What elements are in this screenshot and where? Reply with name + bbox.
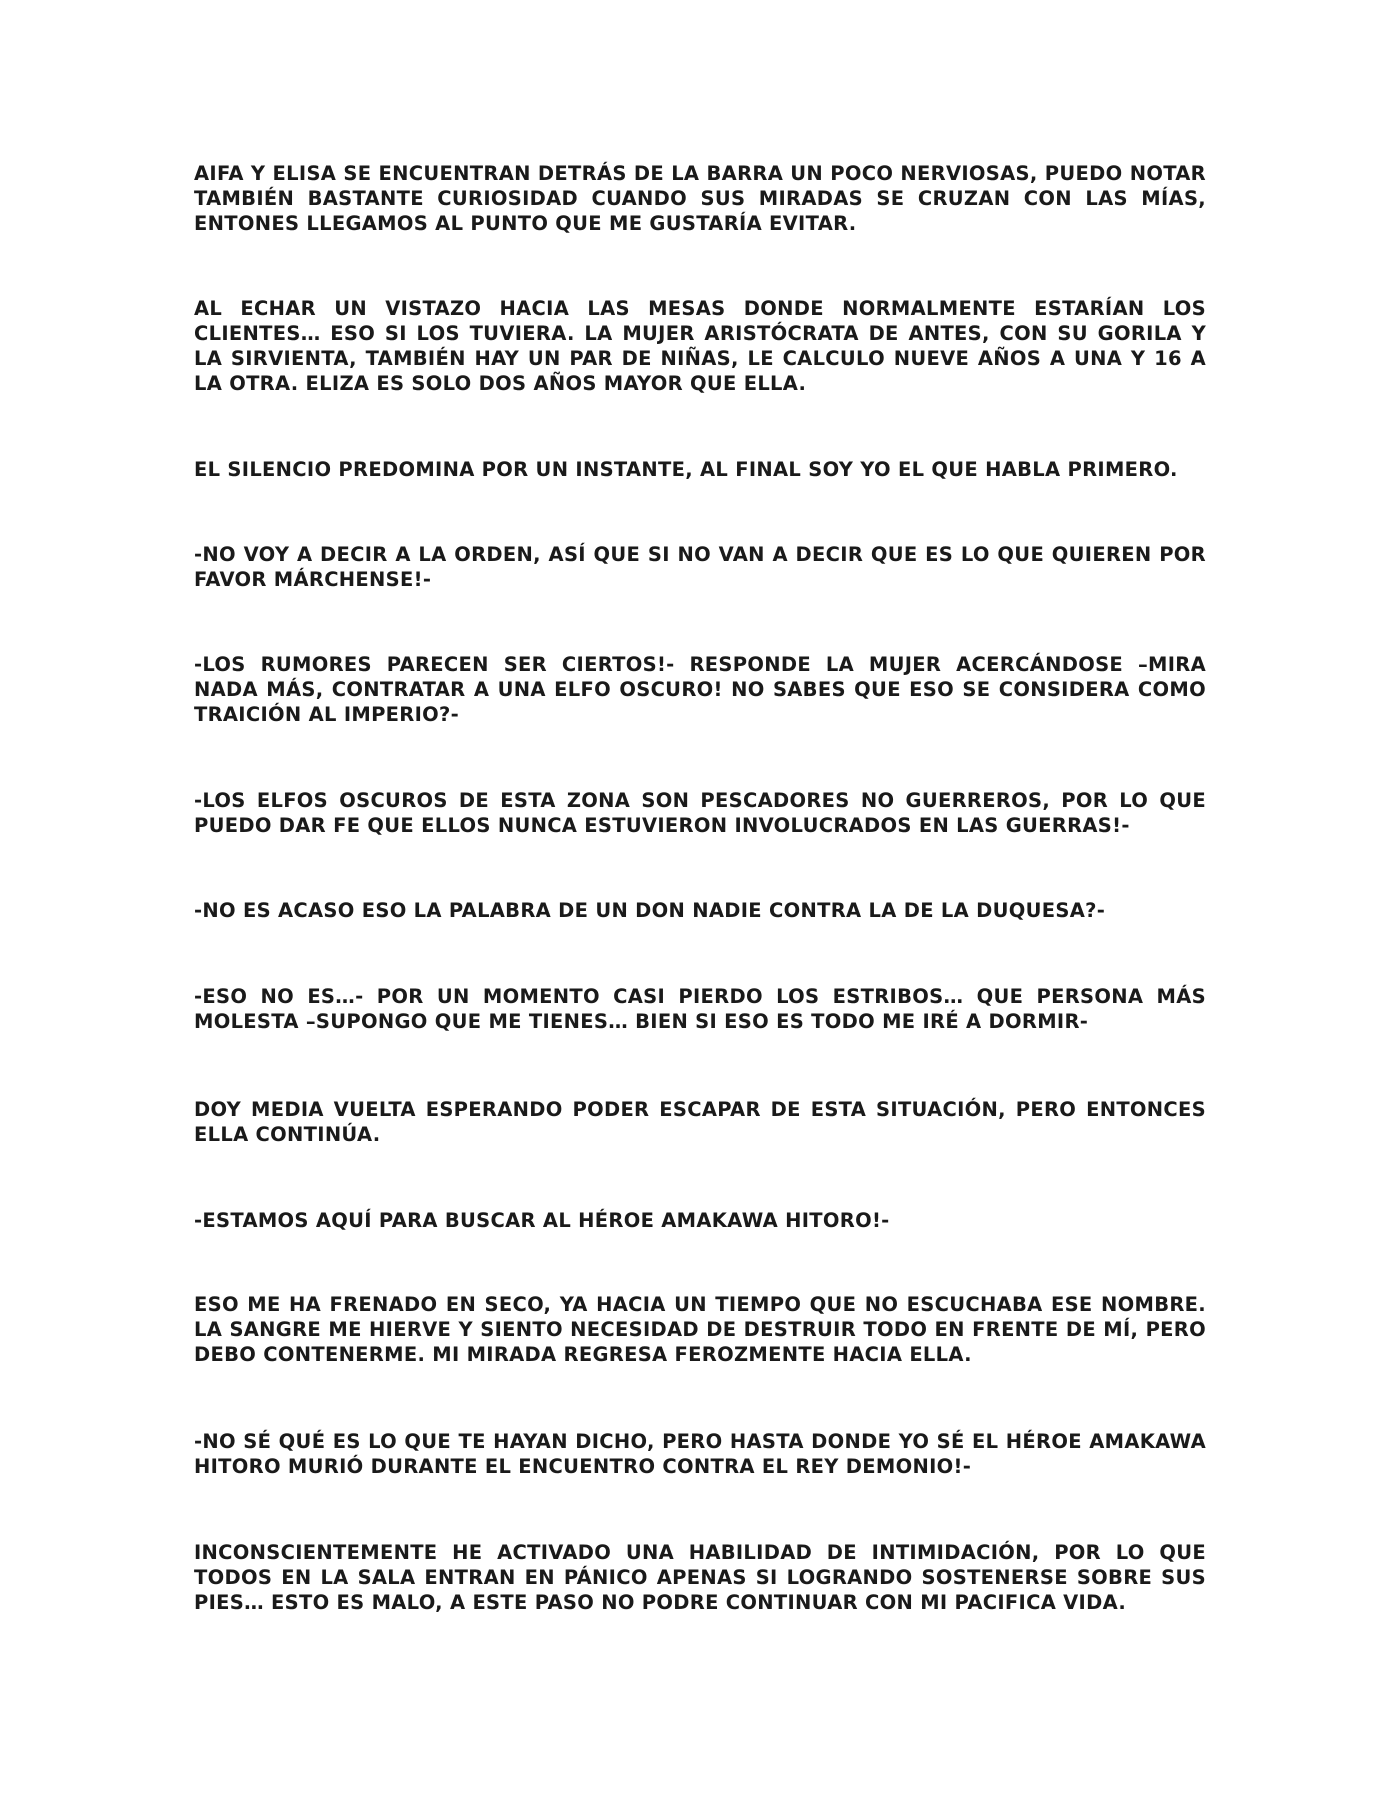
paragraph-3: EL SILENCIO PREDOMINA POR UN INSTANTE, AL FINAL SOY YO EL QUE HABLA PRIMERO. xyxy=(194,458,1178,481)
paragraph-9: DOY MEDIA VUELTA ESPERANDO PODER ESCAPAR DE ESTA SITUACIÓN, PERO ENTONCES ELLA CONTINÚA. xyxy=(194,1098,1206,1146)
paragraph-11: ESO ME HA FRENADO EN SECO, YA HACIA UN TIEMPO QUE NO ESCUCHABA ESE NOMBRE. LA SANGRE ME HIERVE Y SIENTO NECESIDAD DE DESTRUIR TODO EN FRENTE DE MÍ, PERO DEBO CONTENERME. MI MIRADA REGRESA FEROZMENTE HACIA ELLA. xyxy=(194,1293,1206,1366)
paragraph-5: -LOS RUMORES PARECEN SER CIERTOS!- RESPONDE LA MUJER ACERCÁNDOSE –MIRA NADA MÁS, CONTRATAR A UNA ELFO OSCURO! NO SABES QUE ESO SE CONSIDERA COMO TRAICIÓN AL IMPERIO?- xyxy=(194,653,1206,726)
paragraph-12: -NO SÉ QUÉ ES LO QUE TE HAYAN DICHO, PERO HASTA DONDE YO SÉ EL HÉROE AMAKAWA HITORO MURIÓ DURANTE EL ENCUENTRO CONTRA EL REY DEMONIO!- xyxy=(194,1430,1206,1478)
paragraph-10: -ESTAMOS AQUÍ PARA BUSCAR AL HÉROE AMAKAWA HITORO!- xyxy=(194,1209,890,1232)
paragraph-2: AL ECHAR UN VISTAZO HACIA LAS MESAS DONDE NORMALMENTE ESTARÍAN LOS CLIENTES… ESO SI LOS TUVIERA. LA MUJER ARISTÓCRATA DE ANTES, CON SU GORILA Y LA SIRVIENTA, TAMBIÉN HAY UN PAR DE NIÑAS, LE CALCULO NUEVE AÑOS A UNA Y 16 A LA OTRA. ELIZA ES SOLO DOS AÑOS MAYOR QUE ELLA. xyxy=(194,297,1206,395)
paragraph-8: -ESO NO ES…- POR UN MOMENTO CASI PIERDO LOS ESTRIBOS… QUE PERSONA MÁS MOLESTA –SUPONGO QUE ME TIENES… BIEN SI ESO ES TODO ME IRÉ A DORMIR- xyxy=(194,985,1206,1033)
paragraph-4: -NO VOY A DECIR A LA ORDEN, ASÍ QUE SI NO VAN A DECIR QUE ES LO QUE QUIEREN POR FAVOR MÁRCHENSE!- xyxy=(194,543,1206,591)
paragraph-13: INCONSCIENTEMENTE HE ACTIVADO UNA HABILIDAD DE INTIMIDACIÓN, POR LO QUE TODOS EN LA SALA ENTRAN EN PÁNICO APENAS SI LOGRANDO SOSTENERSE SOBRE SUS PIES… ESTO ES MALO, A ESTE PASO NO PODRE CONTINUAR CON MI PACIFICA VIDA. xyxy=(194,1541,1206,1614)
paragraph-1: AIFA Y ELISA SE ENCUENTRAN DETRÁS DE LA BARRA UN POCO NERVIOSAS, PUEDO NOTAR TAMBIÉN BASTANTE CURIOSIDAD CUANDO SUS MIRADAS SE CRUZAN CON LAS MÍAS, ENTONES LLEGAMOS AL PUNTO QUE ME GUSTARÍA EVITAR. xyxy=(194,162,1206,235)
paragraph-7: -NO ES ACASO ESO LA PALABRA DE UN DON NADIE CONTRA LA DE LA DUQUESA?- xyxy=(194,899,1106,922)
paragraph-6: -LOS ELFOS OSCUROS DE ESTA ZONA SON PESCADORES NO GUERREROS, POR LO QUE PUEDO DAR FE QUE ELLOS NUNCA ESTUVIERON INVOLUCRADOS EN LAS GUERRAS!- xyxy=(194,789,1206,837)
